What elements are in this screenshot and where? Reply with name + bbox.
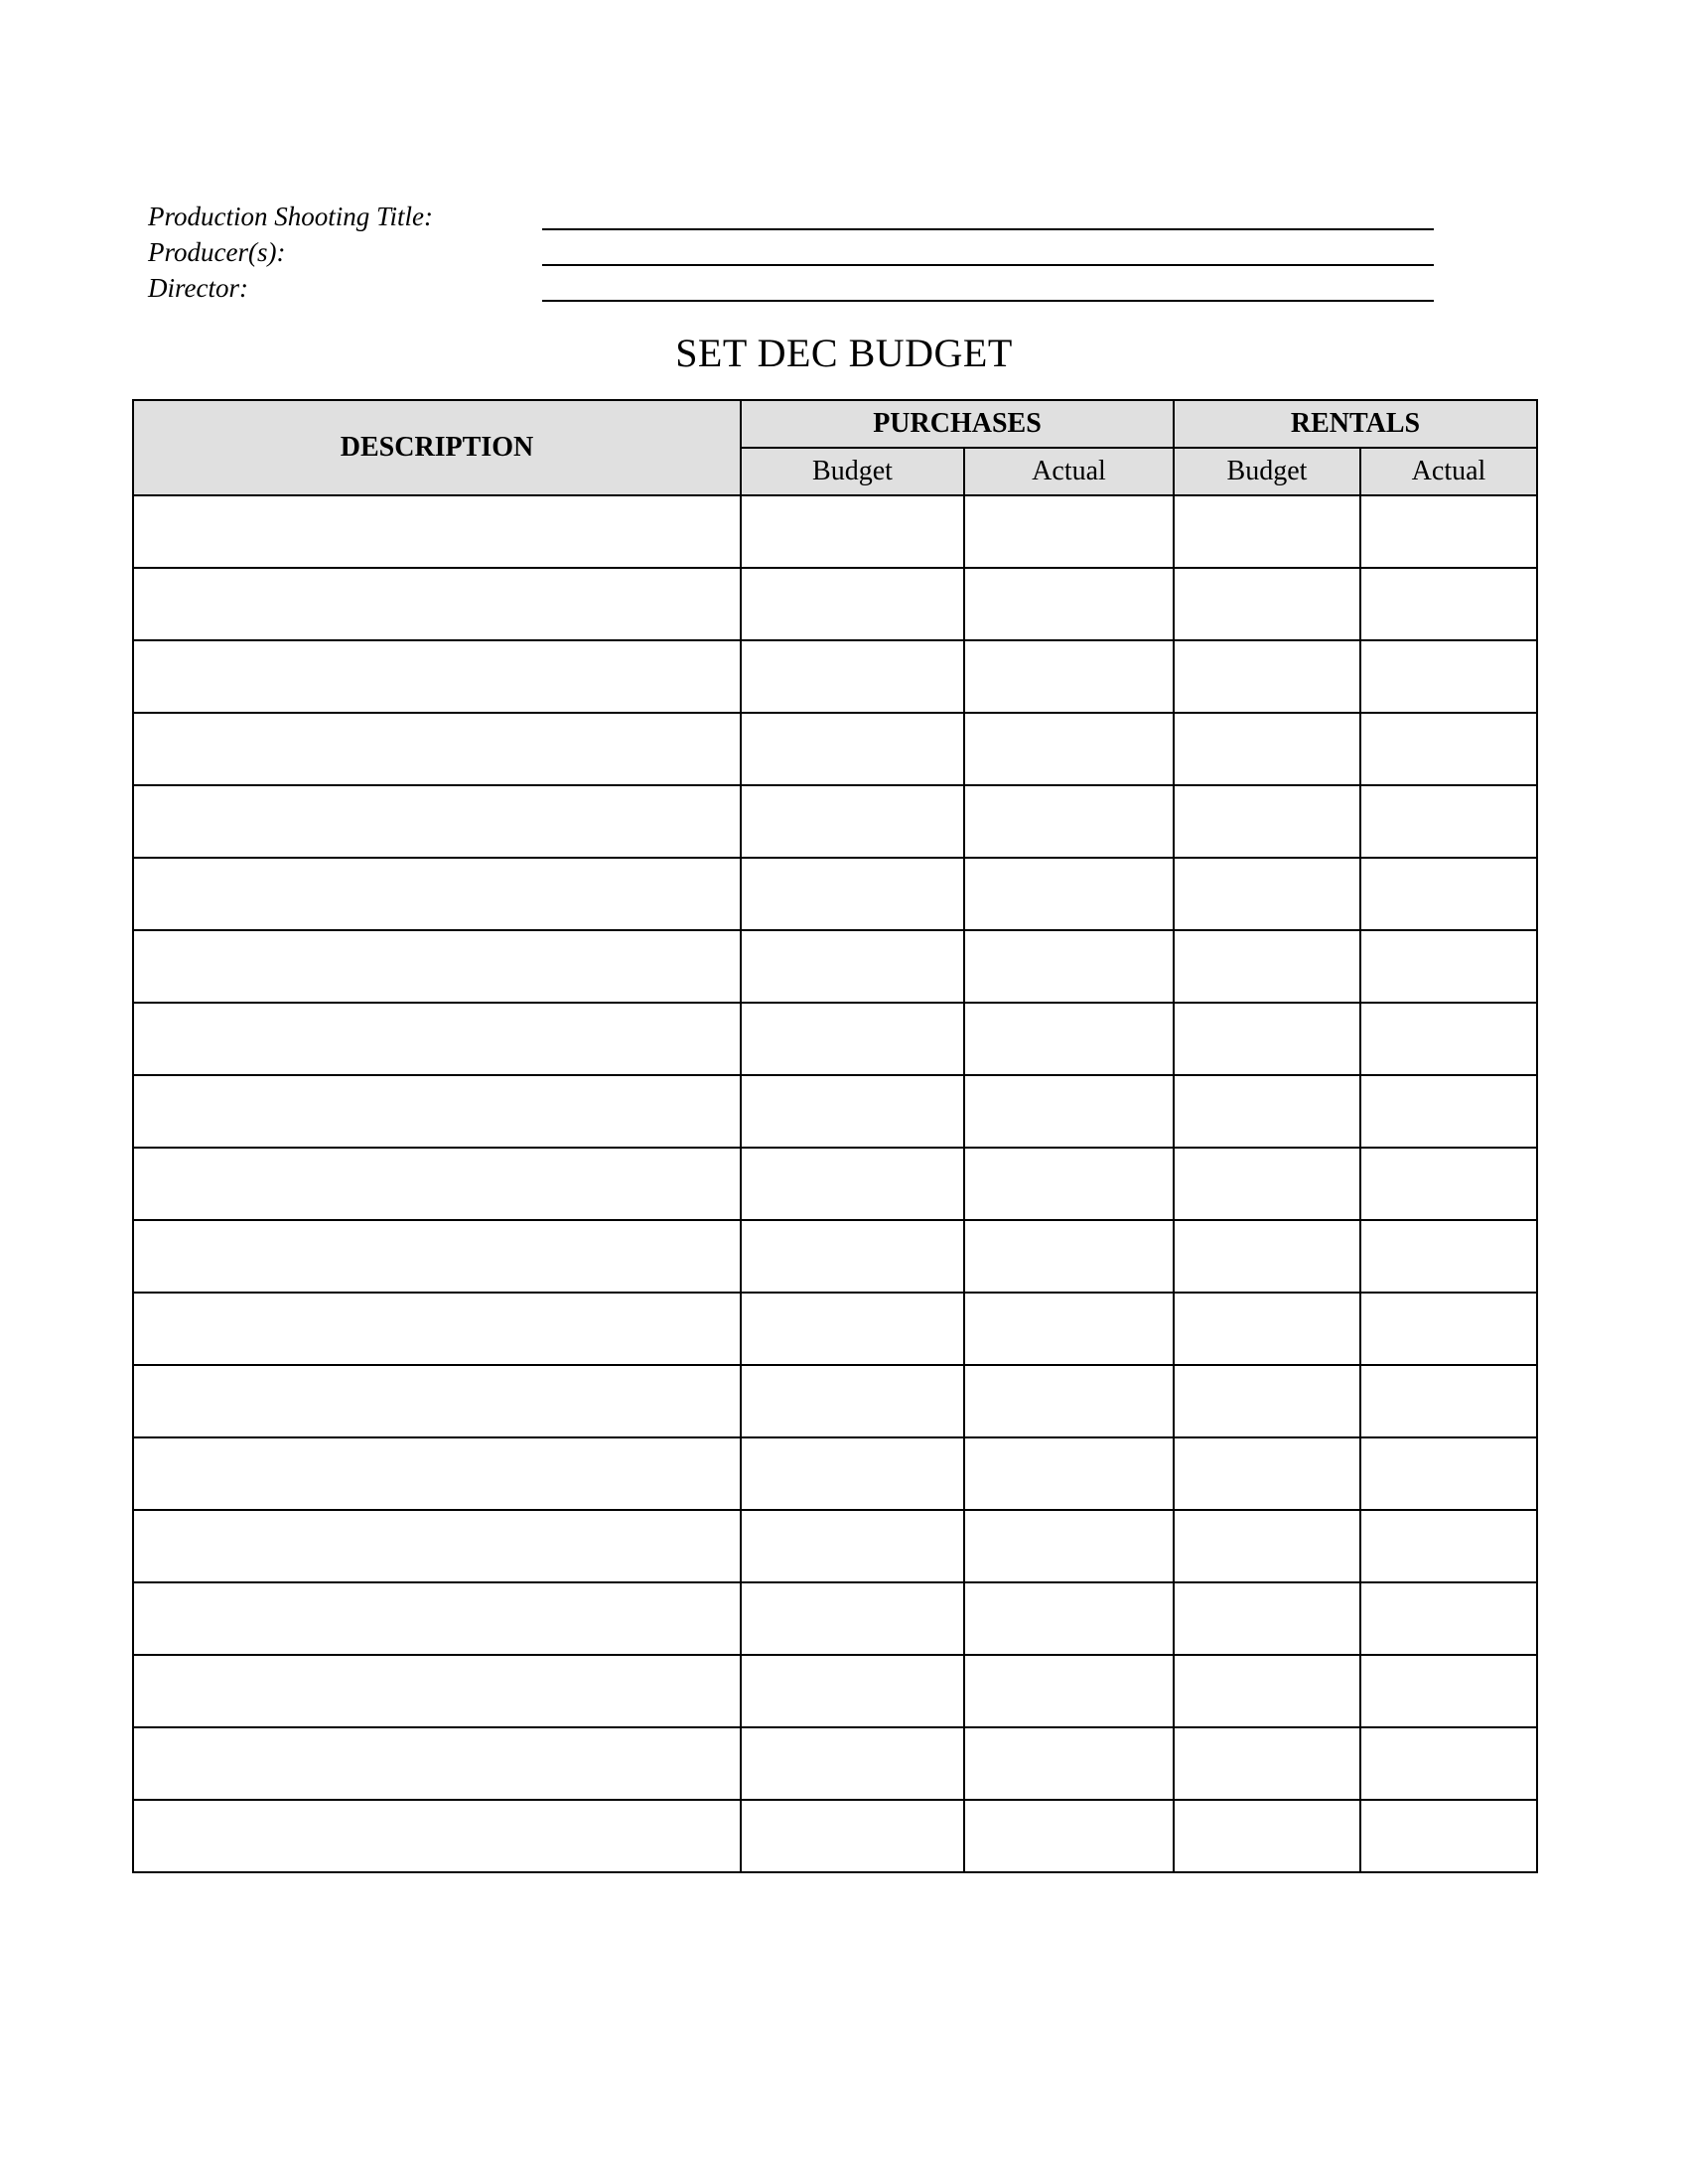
- description-cell[interactable]: [133, 930, 741, 1003]
- rentals-actual-cell[interactable]: [1360, 930, 1537, 1003]
- production-title-input-line[interactable]: [542, 228, 1434, 230]
- purchases-actual-cell[interactable]: [964, 1800, 1174, 1872]
- purchases-actual-cell[interactable]: [964, 640, 1174, 713]
- purchases-header: PURCHASES: [741, 400, 1174, 448]
- rentals-budget-cell[interactable]: [1174, 495, 1360, 568]
- rentals-budget-header: Budget: [1174, 448, 1360, 495]
- rentals-actual-cell[interactable]: [1360, 1437, 1537, 1510]
- purchases-actual-cell[interactable]: [964, 495, 1174, 568]
- rentals-actual-cell[interactable]: [1360, 713, 1537, 785]
- purchases-actual-cell[interactable]: [964, 568, 1174, 640]
- purchases-actual-header: Actual: [964, 448, 1174, 495]
- table-header-row: [133, 400, 1537, 448]
- description-cell[interactable]: [133, 495, 741, 568]
- rentals-actual-cell[interactable]: [1360, 1075, 1537, 1148]
- purchases-actual-cell[interactable]: [964, 1655, 1174, 1727]
- purchases-budget-cell[interactable]: [741, 858, 964, 930]
- description-cell[interactable]: [133, 1582, 741, 1655]
- table-row: [133, 1220, 1537, 1293]
- purchases-budget-cell[interactable]: [741, 1365, 964, 1437]
- purchases-budget-cell[interactable]: [741, 1655, 964, 1727]
- purchases-actual-cell[interactable]: [964, 713, 1174, 785]
- description-cell[interactable]: [133, 858, 741, 930]
- director-field: [148, 270, 1439, 306]
- description-cell[interactable]: [133, 1655, 741, 1727]
- purchases-actual-cell[interactable]: [964, 1582, 1174, 1655]
- rentals-actual-cell[interactable]: [1360, 858, 1537, 930]
- purchases-budget-cell[interactable]: [741, 1800, 964, 1872]
- purchases-actual-cell[interactable]: [964, 1075, 1174, 1148]
- description-cell[interactable]: [133, 1365, 741, 1437]
- production-title-field: [148, 199, 1439, 234]
- table-row: [133, 1003, 1537, 1075]
- rentals-actual-cell[interactable]: [1360, 1510, 1537, 1582]
- rentals-budget-cell[interactable]: [1174, 930, 1360, 1003]
- purchases-budget-cell[interactable]: [741, 713, 964, 785]
- budget-table: [132, 399, 1538, 1873]
- rentals-budget-cell[interactable]: [1174, 785, 1360, 858]
- table-row: [133, 1075, 1537, 1148]
- rentals-actual-cell[interactable]: [1360, 1293, 1537, 1365]
- purchases-actual-cell[interactable]: [964, 930, 1174, 1003]
- table-row: [133, 713, 1537, 785]
- description-cell[interactable]: [133, 1148, 741, 1220]
- rentals-budget-cell[interactable]: [1174, 1800, 1360, 1872]
- description-cell[interactable]: [133, 1220, 741, 1293]
- description-cell[interactable]: [133, 640, 741, 713]
- purchases-actual-cell[interactable]: [964, 1727, 1174, 1800]
- rentals-budget-cell[interactable]: [1174, 1510, 1360, 1582]
- table-row: [133, 640, 1537, 713]
- table-row: [133, 785, 1537, 858]
- director-label: Director:: [148, 273, 248, 303]
- rentals-actual-cell[interactable]: [1360, 640, 1537, 713]
- rentals-budget-cell[interactable]: [1174, 1727, 1360, 1800]
- rentals-actual-cell[interactable]: [1360, 1655, 1537, 1727]
- table-row: [133, 1800, 1537, 1872]
- table-row: [133, 1148, 1537, 1220]
- purchases-budget-cell[interactable]: [741, 1582, 964, 1655]
- rentals-actual-cell[interactable]: [1360, 1800, 1537, 1872]
- rentals-budget-cell[interactable]: [1174, 1437, 1360, 1510]
- rentals-budget-cell[interactable]: [1174, 1582, 1360, 1655]
- rentals-budget-cell[interactable]: [1174, 1365, 1360, 1437]
- table-row: [133, 1510, 1537, 1582]
- description-cell[interactable]: [133, 1293, 741, 1365]
- rentals-actual-cell[interactable]: [1360, 1220, 1537, 1293]
- rentals-budget-cell[interactable]: [1174, 858, 1360, 930]
- purchases-budget-cell[interactable]: [741, 930, 964, 1003]
- description-cell[interactable]: [133, 1727, 741, 1800]
- rentals-header: RENTALS: [1174, 400, 1537, 448]
- purchases-budget-cell[interactable]: [741, 568, 964, 640]
- rentals-actual-cell[interactable]: [1360, 1003, 1537, 1075]
- table-row: [133, 930, 1537, 1003]
- purchases-actual-cell[interactable]: [964, 1437, 1174, 1510]
- director-input-line[interactable]: [542, 300, 1434, 302]
- table-body: [133, 495, 1537, 1872]
- description-cell[interactable]: [133, 1510, 741, 1582]
- description-cell[interactable]: [133, 713, 741, 785]
- form-title: SET DEC BUDGET: [675, 331, 1013, 375]
- purchases-budget-cell[interactable]: [741, 1220, 964, 1293]
- rentals-actual-cell[interactable]: [1360, 1148, 1537, 1220]
- rentals-budget-cell[interactable]: [1174, 1293, 1360, 1365]
- producer-label: Producer(s):: [148, 237, 286, 267]
- rentals-actual-cell[interactable]: [1360, 785, 1537, 858]
- description-cell[interactable]: [133, 1800, 741, 1872]
- purchases-actual-cell[interactable]: [964, 1510, 1174, 1582]
- table-row: [133, 1365, 1537, 1437]
- description-cell[interactable]: [133, 785, 741, 858]
- table-row: [133, 1582, 1537, 1655]
- rentals-actual-cell[interactable]: [1360, 1582, 1537, 1655]
- rentals-budget-cell[interactable]: [1174, 568, 1360, 640]
- purchases-budget-cell[interactable]: [741, 1437, 964, 1510]
- rentals-actual-cell[interactable]: [1360, 1727, 1537, 1800]
- table-row: [133, 1727, 1537, 1800]
- rentals-budget-cell[interactable]: [1174, 1148, 1360, 1220]
- purchases-actual-cell[interactable]: [964, 1003, 1174, 1075]
- rentals-actual-header: Actual: [1360, 448, 1537, 495]
- rentals-budget-cell[interactable]: [1174, 640, 1360, 713]
- purchases-actual-cell[interactable]: [964, 1220, 1174, 1293]
- purchases-budget-cell[interactable]: [741, 640, 964, 713]
- description-cell[interactable]: [133, 568, 741, 640]
- rentals-budget-cell[interactable]: [1174, 1003, 1360, 1075]
- table-row: [133, 858, 1537, 930]
- purchases-budget-cell[interactable]: [741, 495, 964, 568]
- producer-field: [148, 234, 1439, 270]
- table-row: [133, 1293, 1537, 1365]
- purchases-actual-cell[interactable]: [964, 785, 1174, 858]
- table-row: [133, 495, 1537, 568]
- purchases-budget-header: Budget: [741, 448, 964, 495]
- description-cell[interactable]: [133, 1075, 741, 1148]
- purchases-actual-cell[interactable]: [964, 858, 1174, 930]
- description-cell[interactable]: [133, 1003, 741, 1075]
- production-title-label: Production Shooting Title:: [148, 202, 433, 231]
- rentals-actual-cell[interactable]: [1360, 568, 1537, 640]
- header-fields: [148, 199, 1439, 306]
- rentals-budget-cell[interactable]: [1174, 1075, 1360, 1148]
- description-header: DESCRIPTION: [133, 400, 741, 495]
- rentals-budget-cell[interactable]: [1174, 713, 1360, 785]
- purchases-budget-cell[interactable]: [741, 1148, 964, 1220]
- purchases-budget-cell[interactable]: [741, 1003, 964, 1075]
- purchases-actual-cell[interactable]: [964, 1148, 1174, 1220]
- description-cell[interactable]: [133, 1437, 741, 1510]
- rentals-actual-cell[interactable]: [1360, 1365, 1537, 1437]
- rentals-actual-cell[interactable]: [1360, 495, 1537, 568]
- purchases-budget-cell[interactable]: [741, 1510, 964, 1582]
- purchases-actual-cell[interactable]: [964, 1293, 1174, 1365]
- purchases-budget-cell[interactable]: [741, 785, 964, 858]
- rentals-budget-cell[interactable]: [1174, 1655, 1360, 1727]
- purchases-actual-cell[interactable]: [964, 1365, 1174, 1437]
- table-row: [133, 1655, 1537, 1727]
- purchases-budget-cell[interactable]: [741, 1727, 964, 1800]
- table-row: [133, 1437, 1537, 1510]
- purchases-budget-cell[interactable]: [741, 1293, 964, 1365]
- table-row: [133, 568, 1537, 640]
- purchases-budget-cell[interactable]: [741, 1075, 964, 1148]
- rentals-budget-cell[interactable]: [1174, 1220, 1360, 1293]
- producer-input-line[interactable]: [542, 264, 1434, 266]
